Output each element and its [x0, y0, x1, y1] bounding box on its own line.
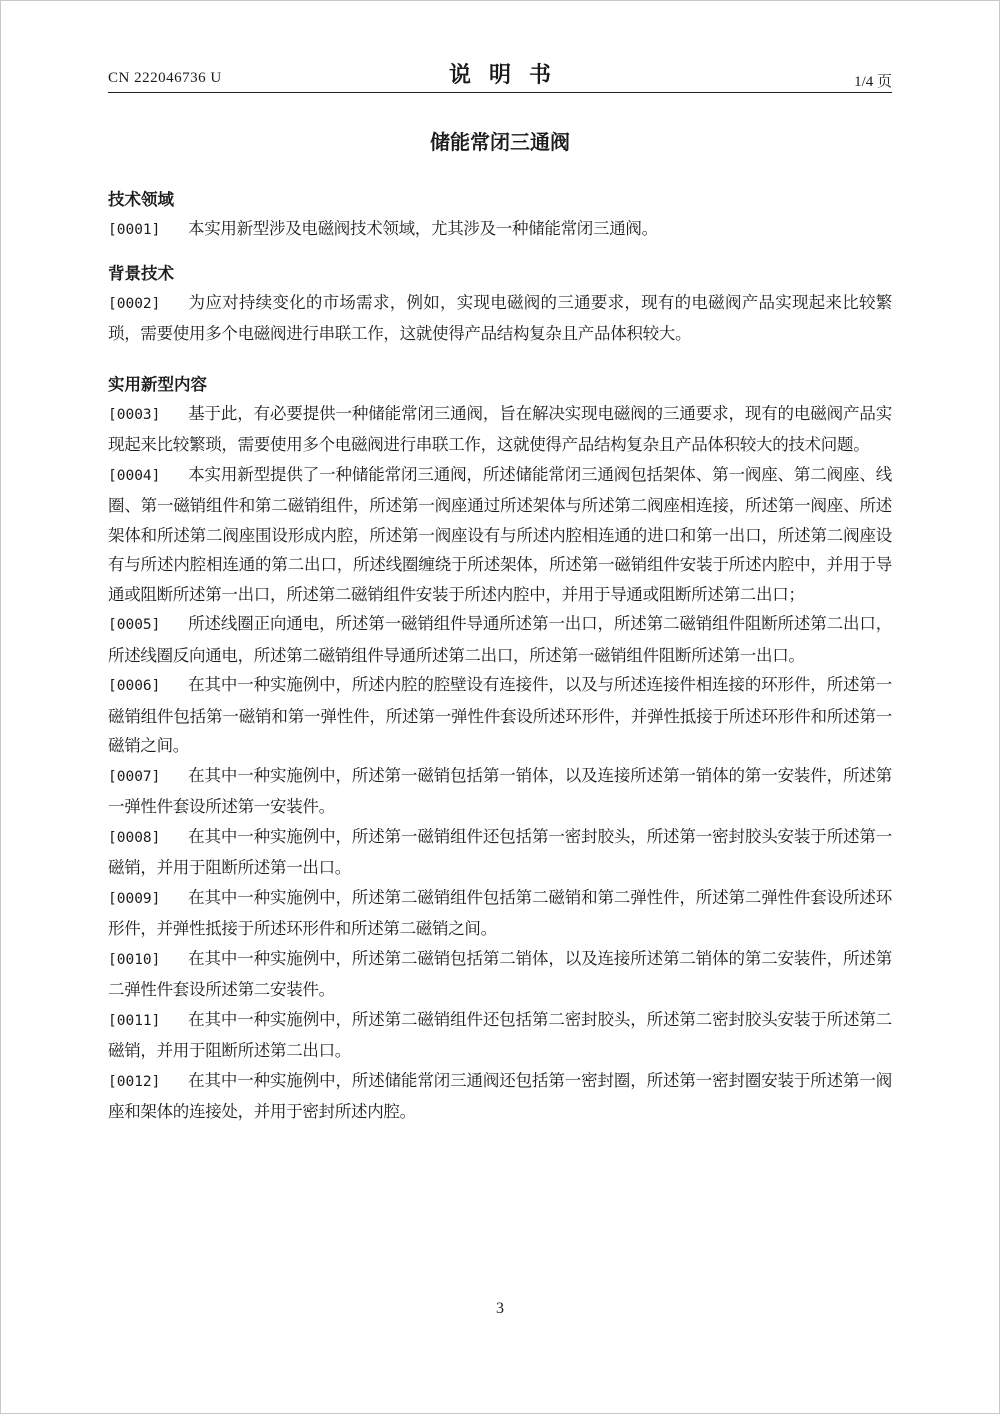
section-heading-background: 背景技术	[108, 263, 174, 283]
paragraph	[108, 883, 892, 944]
paragraph-text: 本实用新型提供了一种储能常闭三通阀，所述储能常闭三通阀包括架体、第一阀座、第二阀座、线圈、第一磁销组件和第二磁销组件，所述第一阀座通过所述架体与所述第二阀座相连接，所述第一阀座、所述架体和所述第二阀座围设形成内腔，所述第一阀座设有与所述内腔相连通的进口和第一出口，所述第二阀座设有与所述内腔相连通的第二出口，所述线圈缠绕于所述架体，所述第一磁销组件安装于所述内腔中，并用于导通或阻断所述第一出口，所述第二磁销组件安装于所述内腔中，并用于导通或阻断所述第二出口；	[108, 464, 892, 604]
paragraph	[108, 822, 892, 883]
paragraph-number: [0011]	[108, 1012, 161, 1029]
paragraph-number: [0009]	[108, 890, 161, 907]
paragraph-number: [0012]	[108, 1073, 161, 1090]
section-heading-summary: 实用新型内容	[108, 374, 207, 394]
paragraph	[108, 460, 892, 610]
publication-number: CN 222046736 U	[108, 70, 222, 86]
document-body	[108, 186, 892, 1127]
paragraph	[108, 761, 892, 822]
paragraph-text: 在其中一种实施例中，所述内腔的腔壁设有连接件，以及与所述连接件相连接的环形件，所述第一磁销组件包括第一磁销和第一弹性件，所述第一弹性件套设所述环形件，并弹性抵接于所述环形件和所述第一磁销之间。	[108, 675, 892, 755]
paragraph-number: [0001]	[108, 222, 161, 238]
paragraph-text: 所述线圈正向通电，所述第一磁销组件导通所述第一出口，所述第二磁销组件阻断所述第二出口，所述线圈反向通电，所述第二磁销组件导通所述第二出口，所述第一磁销组件阻断所述第一出口。	[108, 614, 892, 665]
paragraph-number: [0004]	[108, 467, 161, 484]
paragraph-text: 基于此，有必要提供一种储能常闭三通阀，旨在解决实现电磁阀的三通要求，现有的电磁阀产品实现起来比较繁琐，需要使用多个电磁阀进行串联工作，这就使得产品结构复杂且产品体积较大的技术问题。	[108, 403, 892, 454]
page-number: 3	[496, 1300, 504, 1317]
paragraph	[108, 609, 892, 670]
paragraph-number: [0010]	[108, 951, 161, 968]
paragraph-number: [0002]	[108, 295, 161, 312]
paragraph	[108, 944, 892, 1005]
paragraph-number: [0005]	[108, 617, 161, 633]
document-title: 储能常闭三通阀	[430, 130, 570, 154]
paragraph	[108, 670, 892, 761]
paragraph-text: 为应对持续变化的市场需求，例如，实现电磁阀的三通要求，现有的电磁阀产品实现起来比较繁琐，需要使用多个电磁阀进行串联工作，这就使得产品结构复杂且产品体积较大。	[108, 292, 892, 343]
section-heading-tech-field: 技术领域	[108, 190, 174, 209]
paragraph	[108, 288, 892, 349]
paragraph-text: 本实用新型涉及电磁阀技术领域，尤其涉及一种储能常闭三通阀。	[188, 219, 658, 238]
page-indicator: 1/4 页	[854, 74, 892, 90]
paragraph-number: [0003]	[108, 406, 161, 423]
paragraph	[108, 1066, 892, 1127]
paragraph-text: 在其中一种实施例中，所述第一磁销组件还包括第一密封胶头，所述第一密封胶头安装于所述第一磁销，并用于阻断所述第一出口。	[108, 826, 892, 877]
page-header	[108, 56, 892, 96]
paragraph-number: [0006]	[108, 678, 161, 694]
paragraph-text: 在其中一种实施例中，所述储能常闭三通阀还包括第一密封圈，所述第一密封圈安装于所述第一阀座和架体的连接处，并用于密封所述内腔。	[108, 1070, 892, 1121]
paragraph-text: 在其中一种实施例中，所述第二磁销组件还包括第二密封胶头，所述第二密封胶头安装于所述第二磁销，并用于阻断所述第二出口。	[108, 1009, 892, 1060]
paragraph-text: 在其中一种实施例中，所述第一磁销包括第一销体，以及连接所述第一销体的第一安装件，所述第一弹性件套设所述第一安装件。	[108, 765, 892, 816]
paragraph	[108, 399, 892, 460]
header-rule	[108, 92, 892, 93]
paragraph	[108, 1005, 892, 1066]
paragraph-text: 在其中一种实施例中，所述第二磁销包括第二销体，以及连接所述第二销体的第二安装件，所述第二弹性件套设所述第二安装件。	[108, 948, 892, 999]
paragraph-text: 在其中一种实施例中，所述第二磁销组件包括第二磁销和第二弹性件，所述第二弹性件套设所述环形件，并弹性抵接于所述环形件和所述第二磁销之间。	[108, 887, 892, 938]
paragraph-number: [0007]	[108, 768, 161, 785]
paragraph-number: [0008]	[108, 829, 161, 846]
document-type: 说明书	[448, 63, 569, 88]
paragraph	[108, 214, 892, 246]
